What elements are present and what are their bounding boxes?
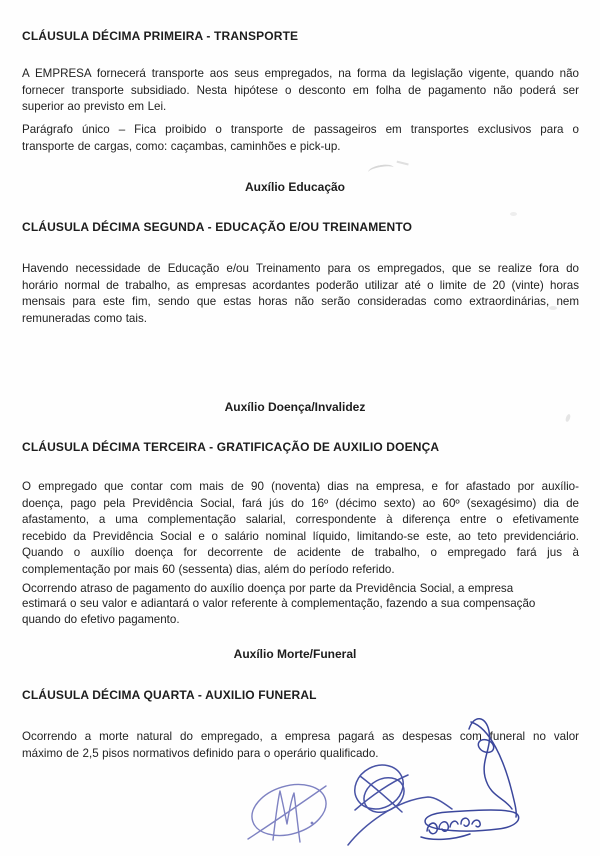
clause-13-body-2	[22, 581, 570, 627]
text-line: estimará o seu valor e adiantará o valor referente à complementação, fazendo a sua compensação	[22, 597, 536, 611]
signatures-area	[235, 688, 565, 856]
section-title-auxilio-morte: Auxílio Morte/Funeral	[233, 647, 357, 661]
clause-11-body	[22, 66, 579, 116]
scan-noise	[367, 163, 394, 177]
signature-2	[347, 757, 452, 845]
text-line: horário normal de trabalho, as empresas acordantes poderão utilizar até o limite de 20 (vinte) horas	[22, 278, 579, 292]
text-line: superior ao previsto em Lei.	[22, 100, 167, 113]
text-line: O empregado que contar com mais de 90 (noventa) dias na empresa, e for afastado por auxílio-	[22, 480, 579, 493]
text-line: complementação por mais 60 (sessenta) dias, além do período referido.	[22, 562, 395, 576]
scan-noise	[565, 414, 571, 423]
signature-1	[246, 776, 333, 844]
text-line: remuneradas como tais.	[22, 311, 147, 325]
text-line: fornecer transporte subsidiado. Nesta hipótese o desconto em folha de pagamento não poderá ser	[22, 83, 579, 97]
section-title-auxilio-educacao: Auxílio Educação	[244, 180, 346, 194]
text-line: Parágrafo único – Fica proibido o transporte de passageiros em transportes exclusivos para o	[22, 123, 579, 136]
clause-13-body-1	[22, 479, 579, 578]
clause-12-body	[22, 261, 579, 327]
clause-11-title: CLÁUSULA DÉCIMA PRIMEIRA - TRANSPORTE	[22, 29, 299, 43]
text-line: doença, pago pela Previdência Social, fará jús do 16º (décimo sexto) ao 60º (sexagésimo) dia de	[22, 496, 579, 510]
text-line: Ocorrendo a morte natural do empregado, a empresa pagará as despesas com funeral no valor	[22, 730, 579, 743]
scan-noise	[395, 161, 408, 171]
text-line: Quando o auxílio doença for decorrente de acidente de trabalho, o empregado fará jus à	[22, 546, 579, 559]
text-line: quando do efetivo pagamento.	[22, 612, 180, 626]
clause-14-title: CLÁUSULA DÉCIMA QUARTA - AUXILIO FUNERAL	[22, 688, 317, 702]
text-line: afastamento, a uma complementação salarial, correspondente à diferença entre o efetivamente	[22, 513, 579, 526]
text-line: recebido da Previdência Social e o salário nominal líquido, limitando-se este, ao teto previdenciário.	[22, 529, 579, 543]
clause-14-body	[22, 729, 579, 762]
text-line: máximo de 2,5 pisos normativos definido para o operário qualificado.	[22, 746, 379, 760]
text-line: Ocorrendo atraso de pagamento do auxílio doença por parte da Previdência Social, a empresa	[22, 582, 514, 595]
clause-12-title: CLÁUSULA DÉCIMA SEGUNDA - EDUCAÇÃO E/OU TREINAMENTO	[22, 220, 413, 234]
text-line: mensais para este fim, sendo que estas horas não serão consideradas como extraordinárias, nem	[22, 295, 579, 308]
clause-13-title: CLÁUSULA DÉCIMA TERCEIRA - GRATIFICAÇÃO DE AUXILIO DOENÇA	[22, 440, 440, 454]
clause-11-paragrafo-unico	[22, 122, 579, 155]
text-line: Havendo necessidade de Educação e/ou Treinamento para os empregados, que se realize fora do	[22, 262, 579, 275]
section-title-auxilio-doenca: Auxílio Doença/Invalidez	[224, 400, 366, 414]
text-line: A EMPRESA fornecerá transporte aos seus empregados, na forma da legislação vigente, quando não	[22, 67, 579, 80]
text-line: transporte de cargas, como: caçambas, caminhões e pick-up.	[22, 139, 341, 153]
scan-noise	[510, 212, 517, 216]
